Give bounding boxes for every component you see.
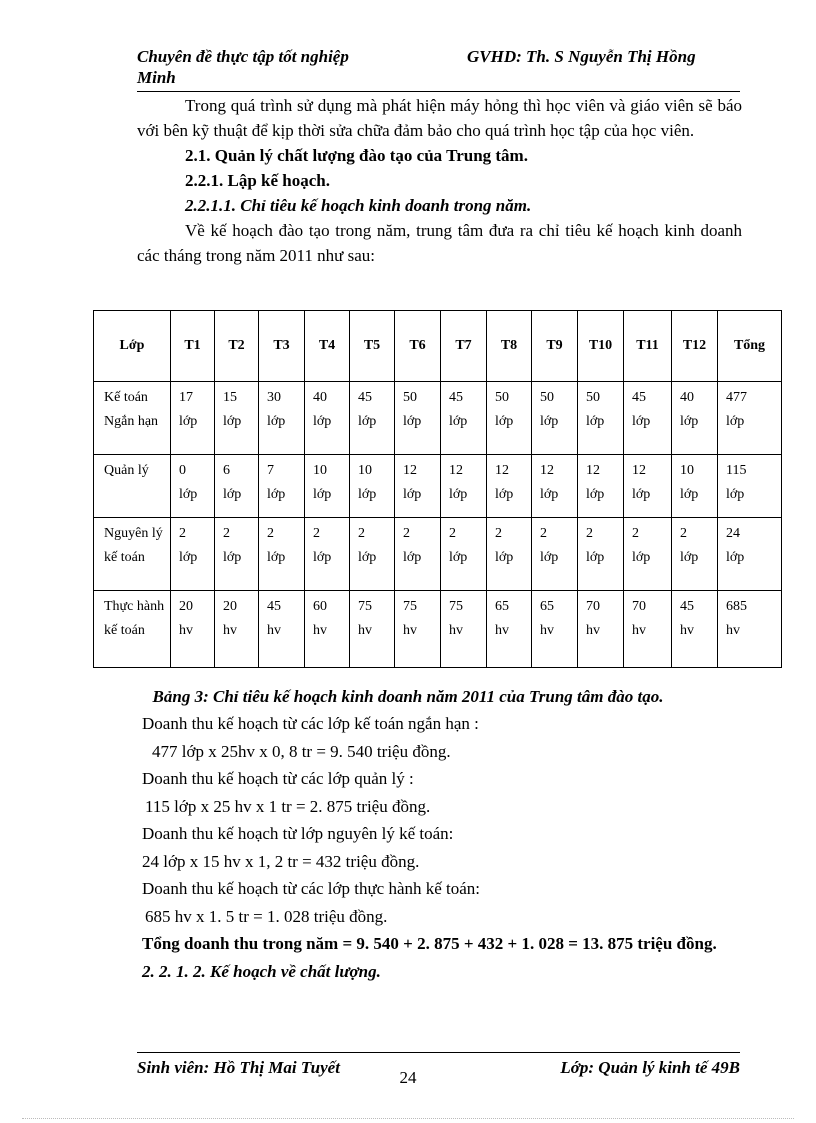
- cell-value: 10: [680, 463, 694, 478]
- table-cell: [441, 382, 487, 455]
- cell-unit: lớp: [726, 414, 745, 429]
- footer-student: Sinh viên: Hồ Thị Mai Tuyết: [137, 1058, 340, 1077]
- cell-unit: hv: [680, 623, 694, 638]
- column-header: T11: [624, 311, 672, 382]
- table-cell: [350, 591, 395, 668]
- cell-value: 115: [726, 463, 747, 478]
- cell-unit: lớp: [223, 487, 242, 502]
- cell-value: 685: [726, 599, 747, 614]
- calc-line: Doanh thu kế hoạch từ các lớp quản lý :: [142, 769, 414, 788]
- section-heading-2-2-1-1: 2.2.1.1. Chỉ tiêu kế hoạch kinh doanh trong năm.: [185, 196, 532, 215]
- cell-unit: lớp: [313, 487, 332, 502]
- table-cell: [395, 382, 441, 455]
- column-header: Lớp: [94, 311, 171, 382]
- cell-value: 65: [495, 599, 509, 614]
- cell-value: 2: [540, 526, 547, 541]
- cell-unit: lớp: [495, 414, 514, 429]
- section-heading-2-2-1-2: 2. 2. 1. 2. Kế hoạch về chất lượng.: [142, 961, 381, 981]
- column-header: T8: [487, 311, 532, 382]
- table-header-row: [94, 311, 782, 382]
- table-cell: [171, 382, 215, 455]
- cell-unit: lớp: [540, 487, 559, 502]
- cell-unit: lớp: [223, 414, 242, 429]
- table-cell: [672, 382, 718, 455]
- cell-unit: lớp: [358, 414, 377, 429]
- table-cell: [624, 591, 672, 668]
- table-cell: [215, 382, 259, 455]
- table-cell: [259, 518, 305, 591]
- table-cell: [718, 591, 782, 668]
- table-cell: [672, 518, 718, 591]
- cell-value: 2: [267, 526, 274, 541]
- table-cell: [578, 382, 624, 455]
- cell-unit: lớp: [179, 550, 198, 565]
- cell-unit: lớp: [540, 550, 559, 565]
- table-cell: [215, 455, 259, 518]
- table-cell: [487, 455, 532, 518]
- cell-value: 70: [586, 599, 600, 614]
- row-label: Quản lý: [94, 455, 171, 518]
- calc-formula: 477 lớp x 25hv x 0, 8 tr = 9. 540 triệu đồng.: [152, 741, 451, 761]
- cell-unit: lớp: [403, 487, 422, 502]
- cell-value: 12: [586, 463, 600, 478]
- cell-unit: lớp: [223, 550, 242, 565]
- cell-value: 12: [449, 463, 463, 478]
- cell-value: 2: [632, 526, 639, 541]
- cell-value: 45: [449, 390, 463, 405]
- cell-unit: lớp: [495, 550, 514, 565]
- cell-value: 75: [403, 599, 417, 614]
- table-cell: [578, 455, 624, 518]
- header-advisor: GVHD: Th. S Nguyễn Thị Hồng: [467, 47, 696, 66]
- cell-value: 2: [358, 526, 365, 541]
- calc-line: Doanh thu kế hoạch từ các lớp thực hành kế toán:: [142, 879, 481, 898]
- cell-unit: hv: [726, 623, 740, 638]
- table-cell: [624, 455, 672, 518]
- cell-value: 2: [403, 526, 410, 541]
- cell-value: 2: [313, 526, 320, 541]
- table-cell: [672, 455, 718, 518]
- cell-unit: hv: [267, 623, 281, 638]
- cell-value: 12: [540, 463, 554, 478]
- table-cell: [672, 591, 718, 668]
- business-plan-table: [93, 310, 782, 668]
- cell-value: 0: [179, 463, 186, 478]
- cell-value: 75: [358, 599, 372, 614]
- cell-unit: hv: [179, 623, 193, 638]
- table-cell: [350, 382, 395, 455]
- table-body: [94, 382, 782, 668]
- cell-unit: lớp: [403, 550, 422, 565]
- cell-unit: lớp: [632, 487, 651, 502]
- cell-unit: lớp: [267, 414, 286, 429]
- intro-paragraph: Trong quá trình sử dụng mà phát hiện máy hỏng thì học viên và giáo viên sẽ báo với bên kỹ thuật để kịp thời sửa chữa đảm bảo cho quá trình học tập của học viên.: [137, 96, 742, 140]
- header-thesis-title: Chuyên đề thực tập tốt nghiệp: [137, 47, 349, 66]
- cell-unit: lớp: [179, 487, 198, 502]
- total-revenue: Tổng doanh thu trong năm = 9. 540 + 2. 875 + 432 + 1. 028 = 13. 875 triệu đồng.: [142, 934, 717, 953]
- column-header: T10: [578, 311, 624, 382]
- cell-unit: lớp: [449, 487, 468, 502]
- table-cell: [532, 382, 578, 455]
- revenue-calculations: [142, 710, 747, 985]
- cell-unit: hv: [358, 623, 372, 638]
- cell-value: 60: [313, 599, 327, 614]
- cell-unit: lớp: [540, 414, 559, 429]
- cell-value: 45: [358, 390, 372, 405]
- cell-unit: lớp: [358, 487, 377, 502]
- table-cell: [532, 591, 578, 668]
- cell-unit: lớp: [358, 550, 377, 565]
- column-header: T4: [305, 311, 350, 382]
- row-label: Nguyên lý kế toán: [94, 518, 171, 591]
- cell-unit: hv: [632, 623, 646, 638]
- table-cell: [171, 518, 215, 591]
- calc-formula: 685 hv x 1. 5 tr = 1. 028 triệu đồng.: [145, 906, 388, 926]
- cell-unit: lớp: [680, 487, 699, 502]
- table-cell: [718, 518, 782, 591]
- table-row: [94, 591, 782, 668]
- row-label: Kế toán Ngắn hạn: [94, 382, 171, 455]
- calc-formula: 24 lớp x 15 hv x 1, 2 tr = 432 triệu đồng.: [142, 851, 420, 871]
- table-row: [94, 518, 782, 591]
- cell-unit: lớp: [179, 414, 198, 429]
- table-cell: [718, 455, 782, 518]
- cell-value: 50: [540, 390, 554, 405]
- table-cell: [305, 382, 350, 455]
- cell-value: 2: [586, 526, 593, 541]
- cell-value: 6: [223, 463, 230, 478]
- cell-unit: lớp: [267, 487, 286, 502]
- cell-unit: lớp: [586, 414, 605, 429]
- cell-unit: lớp: [267, 550, 286, 565]
- cell-unit: lớp: [313, 414, 332, 429]
- cell-value: 15: [223, 390, 237, 405]
- table-cell: [532, 518, 578, 591]
- footer-class: Lớp: Quản lý kinh tế 49B: [560, 1058, 740, 1077]
- column-header: T9: [532, 311, 578, 382]
- column-header: T6: [395, 311, 441, 382]
- page-number: 24: [399, 1068, 417, 1087]
- cell-value: 20: [179, 599, 193, 614]
- body-text: [137, 93, 742, 268]
- cell-value: 12: [632, 463, 646, 478]
- cell-value: 50: [495, 390, 509, 405]
- cell-unit: hv: [495, 623, 509, 638]
- cell-value: 24: [726, 526, 740, 541]
- cell-value: 70: [632, 599, 646, 614]
- cell-unit: lớp: [403, 414, 422, 429]
- cell-value: 2: [495, 526, 502, 541]
- cell-value: 2: [449, 526, 456, 541]
- table-cell: [487, 518, 532, 591]
- cell-value: 40: [313, 390, 327, 405]
- table-cell: [350, 518, 395, 591]
- column-header: T12: [672, 311, 718, 382]
- cell-value: 17: [179, 390, 193, 405]
- table-cell: [305, 591, 350, 668]
- table-cell: [259, 591, 305, 668]
- calc-line: Doanh thu kế hoạch từ lớp nguyên lý kế toán:: [142, 824, 454, 843]
- table-cell: [215, 518, 259, 591]
- table-cell: [395, 591, 441, 668]
- cell-unit: lớp: [495, 487, 514, 502]
- table-cell: [171, 455, 215, 518]
- cell-value: 12: [495, 463, 509, 478]
- table-cell: [487, 382, 532, 455]
- table-cell: [441, 518, 487, 591]
- cell-unit: lớp: [586, 487, 605, 502]
- cell-value: 45: [632, 390, 646, 405]
- cell-value: 50: [586, 390, 600, 405]
- column-header: T2: [215, 311, 259, 382]
- cell-value: 30: [267, 390, 281, 405]
- cell-unit: lớp: [313, 550, 332, 565]
- cell-value: 75: [449, 599, 463, 614]
- cell-value: 45: [267, 599, 281, 614]
- table-cell: [624, 518, 672, 591]
- table-cell: [624, 382, 672, 455]
- cell-unit: lớp: [449, 550, 468, 565]
- cell-unit: lớp: [449, 414, 468, 429]
- table-cell: [350, 455, 395, 518]
- table-row: [94, 382, 782, 455]
- column-header: T5: [350, 311, 395, 382]
- table-cell: [305, 455, 350, 518]
- table-cell: [718, 382, 782, 455]
- cell-unit: lớp: [632, 550, 651, 565]
- section-heading-2-2-1: 2.2.1. Lập kế hoạch.: [185, 171, 330, 190]
- table-cell: [441, 591, 487, 668]
- cell-value: 40: [680, 390, 694, 405]
- cell-unit: hv: [313, 623, 327, 638]
- column-header: T7: [441, 311, 487, 382]
- table-cell: [395, 518, 441, 591]
- table-caption: Bảng 3: Chỉ tiêu kế hoạch kinh doanh năm 2011 của Trung tâm đào tạo.: [152, 687, 664, 706]
- cell-unit: hv: [449, 623, 463, 638]
- page-edge: [22, 1118, 794, 1119]
- cell-unit: lớp: [586, 550, 605, 565]
- table-cell: [441, 455, 487, 518]
- table-cell: [578, 591, 624, 668]
- cell-unit: lớp: [680, 550, 699, 565]
- column-header: T1: [171, 311, 215, 382]
- table-row: [94, 455, 782, 518]
- cell-unit: lớp: [680, 414, 699, 429]
- page-header: [137, 46, 742, 88]
- cell-unit: lớp: [726, 550, 745, 565]
- section-heading-2-1: 2.1. Quản lý chất lượng đào tạo của Trung tâm.: [185, 146, 528, 165]
- cell-value: 45: [680, 599, 694, 614]
- column-header: Tổng: [718, 311, 782, 382]
- cell-value: 65: [540, 599, 554, 614]
- cell-value: 7: [267, 463, 274, 478]
- plan-paragraph: Về kế hoạch đào tạo trong năm, trung tâm đưa ra chỉ tiêu kế hoạch kinh doanh các tháng trong năm 2011 như sau:: [137, 221, 742, 265]
- cell-value: 477: [726, 390, 747, 405]
- calc-line: Doanh thu kế hoạch từ các lớp kế toán ngắn hạn :: [142, 714, 479, 733]
- footer-rule: [137, 1052, 740, 1053]
- cell-value: 10: [313, 463, 327, 478]
- table-cell: [487, 591, 532, 668]
- cell-value: 2: [179, 526, 186, 541]
- table-cell: [259, 455, 305, 518]
- calc-formula: 115 lớp x 25 hv x 1 tr = 2. 875 triệu đồng.: [145, 796, 431, 816]
- cell-value: 20: [223, 599, 237, 614]
- table-cell: [532, 455, 578, 518]
- cell-value: 10: [358, 463, 372, 478]
- table-cell: [259, 382, 305, 455]
- cell-unit: hv: [223, 623, 237, 638]
- table-cell: [578, 518, 624, 591]
- column-header: T3: [259, 311, 305, 382]
- header-rule: [137, 91, 740, 92]
- cell-value: 2: [680, 526, 687, 541]
- cell-unit: hv: [403, 623, 417, 638]
- row-label: Thực hành kế toán: [94, 591, 171, 668]
- table-cell: [395, 455, 441, 518]
- cell-unit: hv: [540, 623, 554, 638]
- cell-value: 50: [403, 390, 417, 405]
- cell-value: 2: [223, 526, 230, 541]
- cell-value: 12: [403, 463, 417, 478]
- cell-unit: lớp: [632, 414, 651, 429]
- table-cell: [171, 591, 215, 668]
- table-cell: [215, 591, 259, 668]
- header-advisor-continued: Minh: [137, 68, 176, 87]
- cell-unit: lớp: [726, 487, 745, 502]
- cell-unit: hv: [586, 623, 600, 638]
- table-cell: [305, 518, 350, 591]
